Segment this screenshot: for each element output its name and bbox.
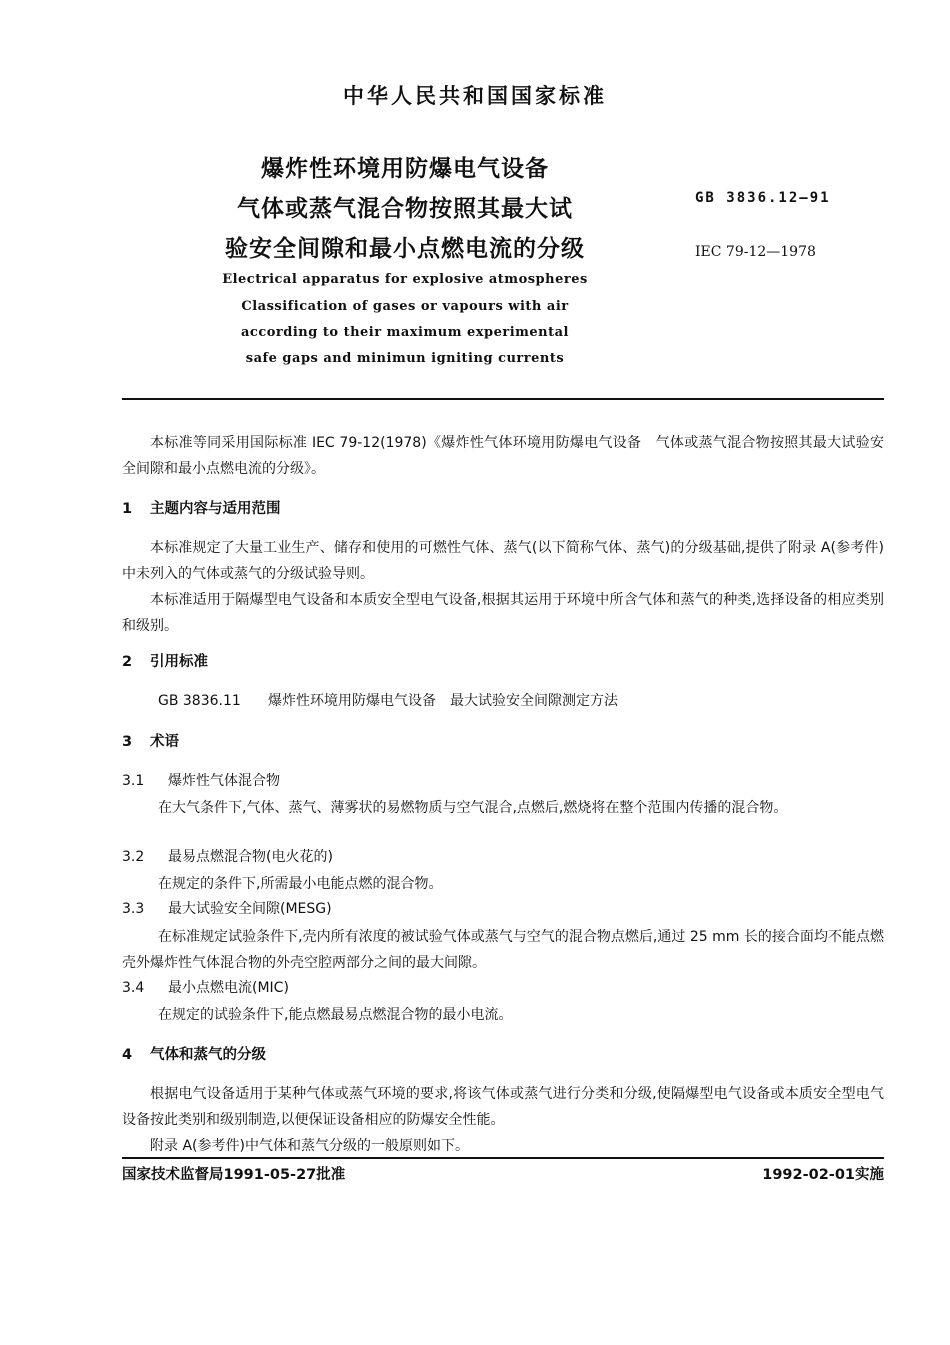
term-name: 最易点燃混合物(电火花的): [168, 849, 333, 865]
term-3-2-definition: 在规定的条件下,所需最小电能点燃的混合物。: [158, 876, 443, 892]
referenced-standard: [158, 690, 618, 710]
title-en-line-4: safe gaps and minimun igniting currents: [245, 351, 565, 366]
section-1-number: 1: [122, 501, 133, 517]
implementation-date: 1992-02-01实施: [762, 1167, 884, 1183]
term-name: 最小点燃电流(MIC): [168, 980, 289, 996]
section-4-heading: [122, 1043, 266, 1064]
section-1-paragraph-2: 本标准适用于隔爆型电气设备和本质安全型电气设备,根据其运用于环境中所含气体和蒸气的种类,选择设备的相应类别和级别。: [122, 592, 884, 634]
section-2-number: 2: [122, 654, 133, 670]
section-2-title: 引用标准: [150, 654, 208, 670]
approval-date: 国家技术监督局1991-05-27批准: [122, 1167, 346, 1183]
iec-code: IEC 79-12—1978: [695, 244, 816, 260]
section-3-title: 术语: [150, 734, 179, 750]
term-number: 3.3: [122, 901, 145, 917]
national-standard-heading: 中华人民共和国国家标准: [343, 84, 607, 108]
section-1-title: 主题内容与适用范围: [150, 501, 281, 517]
term-3-3: [122, 898, 332, 918]
title-cn-line-1: 爆炸性环境用防爆电气设备: [261, 156, 549, 182]
section-4-paragraph-2: 附录 A(参考件)中气体和蒸气分级的一般原则如下。: [150, 1138, 469, 1154]
section-1-heading: [122, 497, 281, 518]
title-cn-line-2: 气体或蒸气混合物按照其最大试: [237, 196, 573, 222]
referenced-standard-title: 爆炸性环境用防爆电气设备 最大试验安全间隙测定方法: [268, 693, 618, 709]
section-3-number: 3: [122, 734, 133, 750]
term-3-1: [122, 770, 280, 790]
term-name: 最大试验安全间隙(MESG): [168, 901, 332, 917]
header-divider: [122, 398, 884, 400]
term-number: 3.1: [122, 773, 145, 789]
referenced-standard-code: GB 3836.11: [158, 693, 241, 709]
standard-code: GB 3836.12—91: [695, 190, 831, 206]
title-en-line-1: Electrical apparatus for explosive atmospheres: [222, 272, 588, 287]
section-4-paragraph-1: 根据电气设备适用于某种气体或蒸气环境的要求,将该气体或蒸气进行分类和分级,使隔爆型电气设备或本质安全型电气设备按此类别和级别制造,以便保证设备相应的防爆安全性能。: [122, 1086, 884, 1128]
title-cn-line-3: 验安全间隙和最小点燃电流的分级: [225, 236, 585, 262]
term-name: 爆炸性气体混合物: [168, 773, 280, 789]
footer-divider: [122, 1157, 884, 1159]
section-4-number: 4: [122, 1047, 133, 1063]
term-number: 3.2: [122, 849, 145, 865]
intro-paragraph: 本标准等同采用国际标准 IEC 79-12(1978)《爆炸性气体环境用防爆电气设备 气体或蒸气混合物按照其最大试验安全间隙和最小点燃电流的分级》。: [122, 435, 884, 477]
term-3-4-definition: 在规定的试验条件下,能点燃最易点燃混合物的最小电流。: [158, 1007, 513, 1023]
section-2-heading: [122, 650, 208, 671]
term-number: 3.4: [122, 980, 145, 996]
section-1-paragraph-1: 本标准规定了大量工业生产、储存和使用的可燃性气体、蒸气(以下简称气体、蒸气)的分级基础,提供了附录 A(参考件)中未列入的气体或蒸气的分级试验导则。: [122, 540, 884, 582]
term-3-4: [122, 977, 289, 997]
title-en-line-3: according to their maximum experimental: [241, 325, 569, 340]
title-en-line-2: Classification of gases or vapours with air: [241, 299, 569, 314]
term-3-3-definition: 在标准规定试验条件下,壳内所有浓度的被试验气体或蒸气与空气的混合物点燃后,通过 25 mm 长的接合面均不能点燃壳外爆炸性气体混合物的外壳空腔两部分之间的最大间隙。: [122, 929, 884, 971]
term-3-1-definition: 在大气条件下,气体、蒸气、薄雾状的易燃物质与空气混合,点燃后,燃烧将在整个范围内传播的混合物。: [158, 800, 788, 816]
section-4-title: 气体和蒸气的分级: [150, 1047, 266, 1063]
term-3-2: [122, 846, 333, 866]
section-3-heading: [122, 730, 179, 751]
